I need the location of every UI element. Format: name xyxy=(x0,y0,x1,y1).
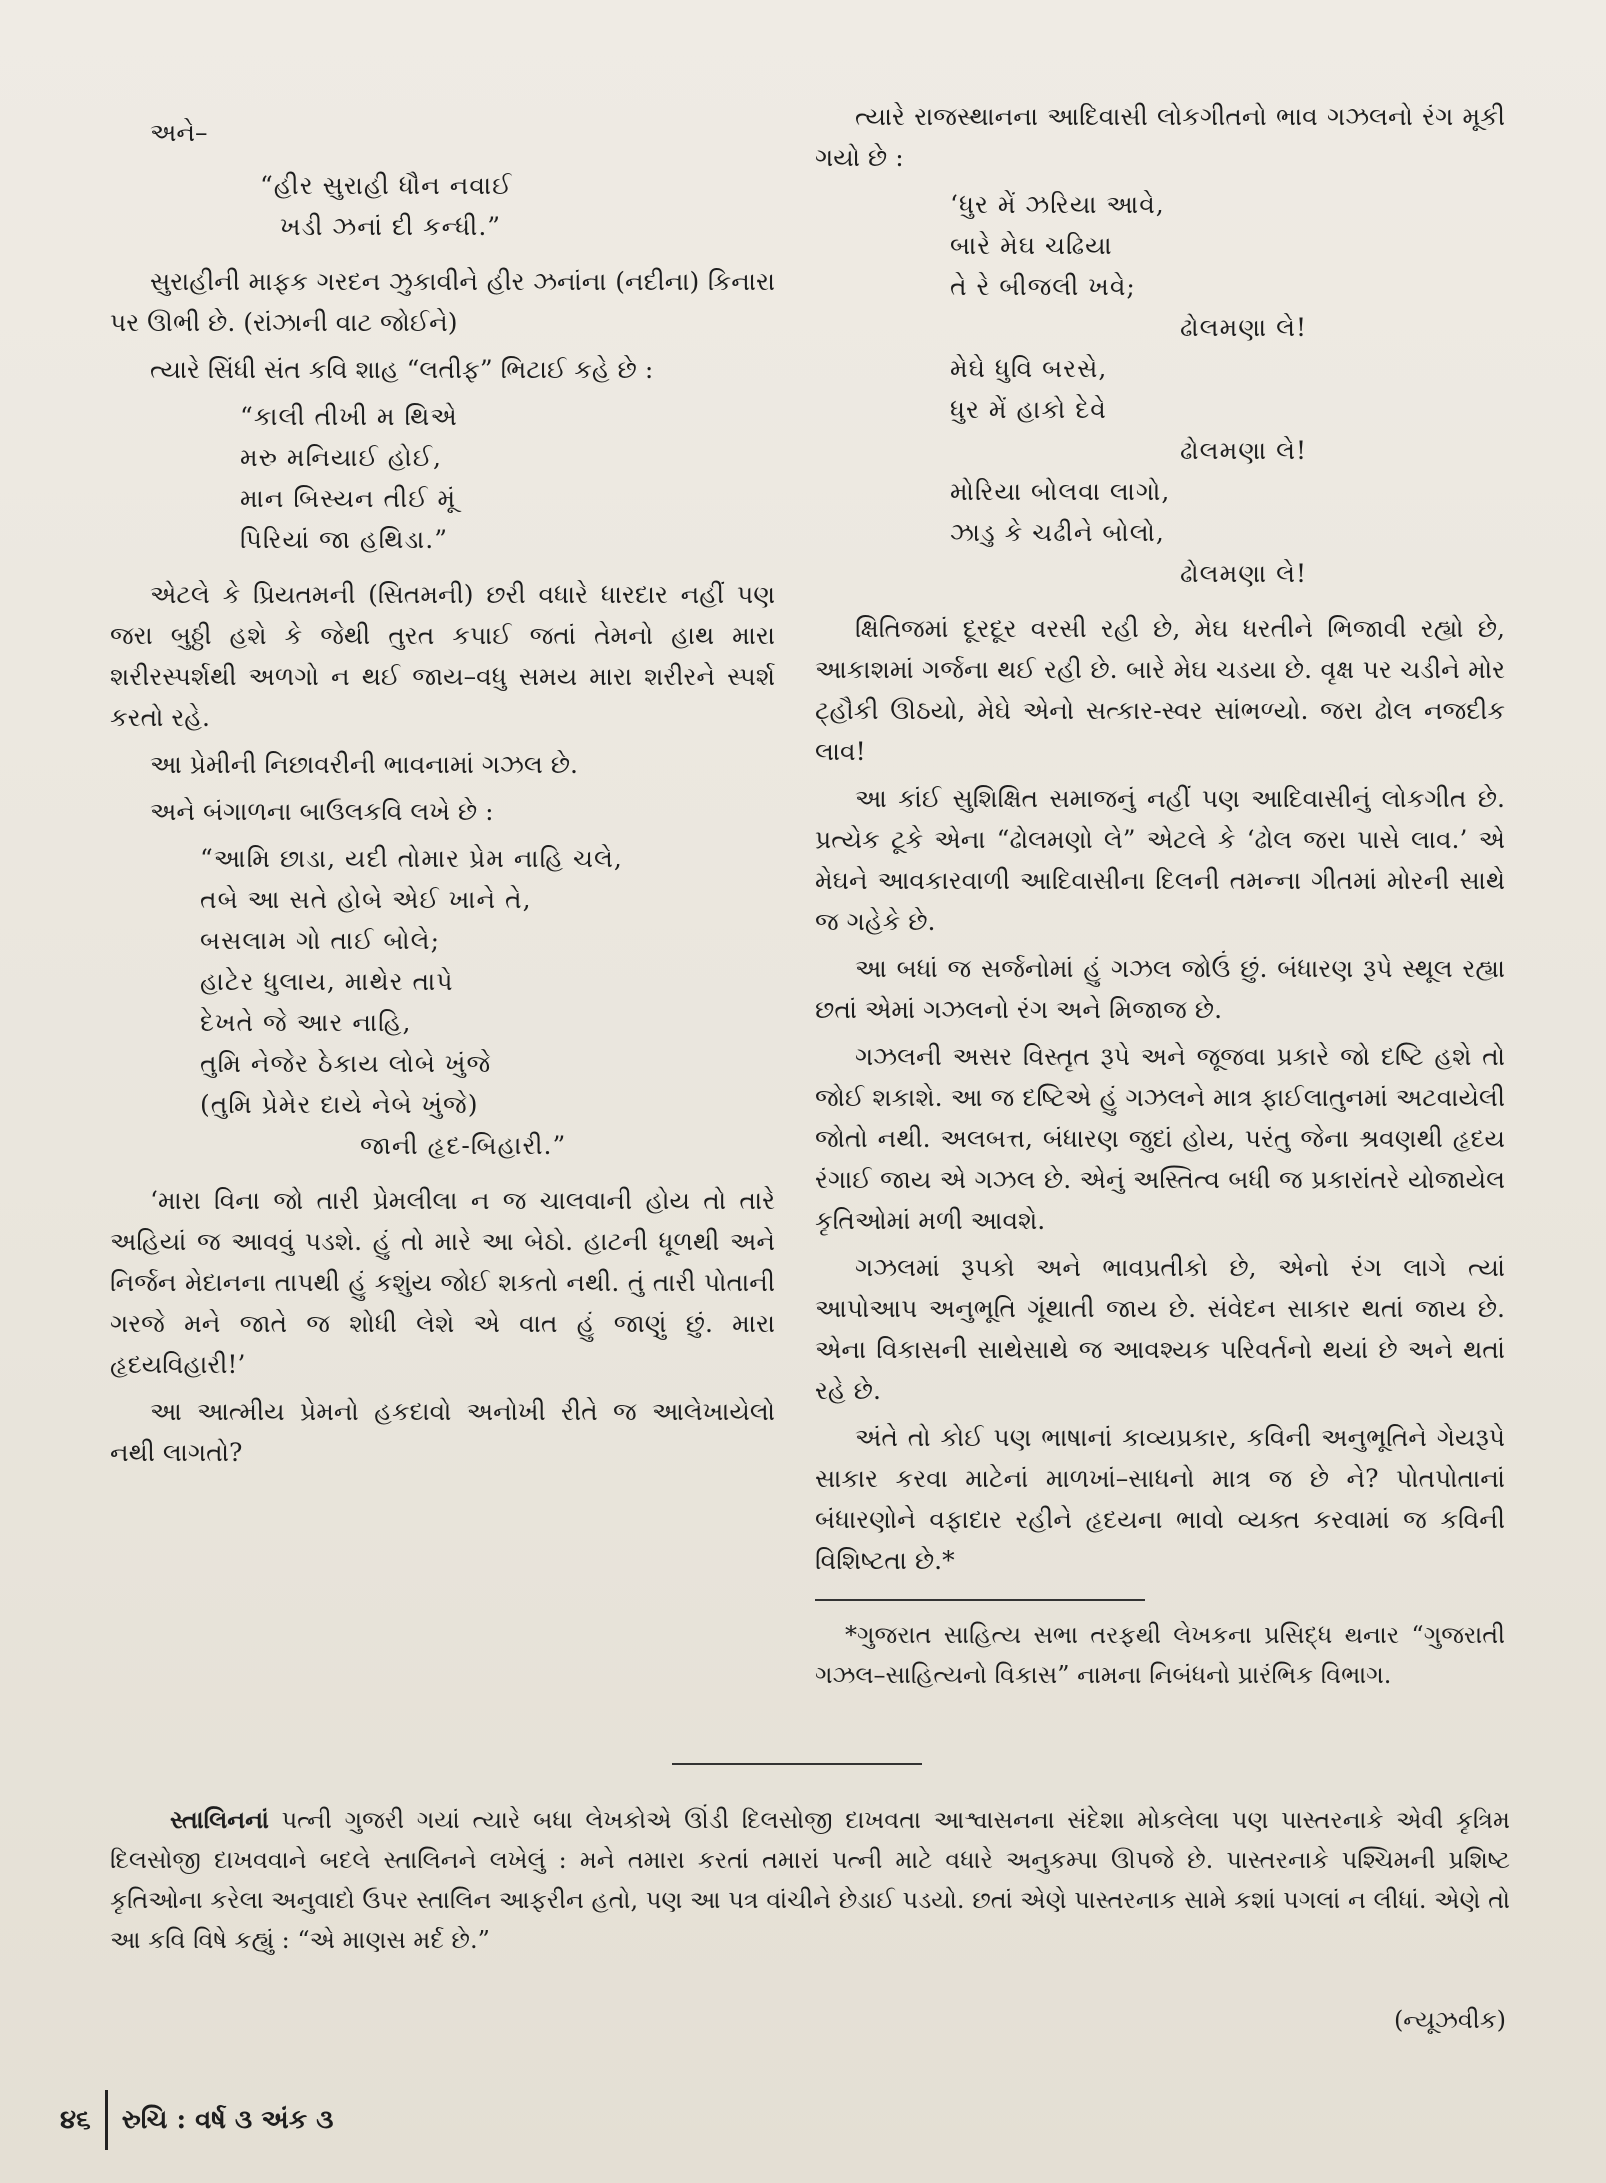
verse-line: મેઘે ધુવિ બરસે, xyxy=(950,354,1108,383)
paragraph-ane-bangal: અને બંગાળના બાઉલકવિ લખે છે : xyxy=(150,797,494,826)
verse-line: ધુર મેં હાકો દેવે xyxy=(950,395,1107,424)
footnote: *ગુજરાત સાહિત્ય સભા તરફથી લેખકના પ્રસિદ્ધ થનાર “ગુજરાતી ગઝલ–સાહિત્યનો વિકાસ” નામના નિબંધનો પ્રારંભિક વિભાગ. xyxy=(815,1621,1505,1689)
section-divider xyxy=(672,1763,922,1765)
footer-divider xyxy=(105,2090,108,2150)
verse-line: ખડી ઝનાં દી કન્ધી.” xyxy=(280,212,502,241)
paragraph-aa-premi: આ પ્રેમીની નિછાવરીની ભાવનામાં ગઝલ છે. xyxy=(150,750,578,779)
bottom-anecdote xyxy=(110,1800,1510,1960)
verse-line: “આમિ છાડા, યદી તોમાર પ્રેમ નાહિ ચલે, xyxy=(200,844,623,873)
verse-line: પિરિયાં જા હથિડા.” xyxy=(240,525,449,554)
paragraph-aa-badha: આ બધાં જ સર્જનોમાં હું ગઝલ જોઉં છું. બંધારણ રૂપે સ્થૂલ રહ્યા છતાં એમાં ગઝલનો રંગ અને મિજાજ છે. xyxy=(815,954,1505,1024)
verse-line: ‘ધુર મેં ઝરિયા આવે, xyxy=(950,190,1165,219)
paragraph-tyare-sindhi: ત્યારે સિંધી સંત કવિ શાહ “લતીફ” ભિટાઈ કહે છે : xyxy=(150,355,654,384)
verse-line: (તુમિ પ્રેમેર દાયે નેબે ખુંજે) xyxy=(200,1090,479,1119)
verse-line: ઢોલમણા લે! xyxy=(1180,313,1308,342)
paragraph-ante: અંતે તો કોઈ પણ ભાષાનાં કાવ્યપ્રકાર, કવિની અનુભૂતિને ગેયરૂપે સાકાર કરવા માટેનાં માળખાં–સાધનો માત્ર જ છે ને? પોતપોતાનાં બંધારણોને વફાદાર રહીને હૃદયના ભાવો વ્યક્ત કરવામાં જ કવિની વિશિષ્ટતા છે.* xyxy=(815,1423,1505,1575)
verse-line: બારે મેઘ ચઢિયા xyxy=(950,231,1113,260)
verse-line: તબે આ સતે હોબે એઈ ખાને તે, xyxy=(200,885,532,914)
paragraph-gazalni-asar: ગઝલની અસર વિસ્તૃત રૂપે અને જૂજવા પ્રકારે જો દષ્ટિ હશે તો જોઈ શકાશે. આ જ દષ્ટિએ હું ગઝલને માત્ર ફાઈલાતુનમાં અટવાયેલી જોતો નથી. અલબત્ત, બંધારણ જુદાં હોય, પરંતુ જેના શ્રવણથી હૃદય રંગાઈ જાય એ ગઝલ છે. એનું અસ્તિત્વ બધી જ પ્રકારાંતરે યોજાયેલ કૃતિઓમાં મળી આવશે. xyxy=(815,1042,1505,1235)
journal-issue: રુચિ : વર્ષ ૩ અંક ૩ xyxy=(121,2105,334,2135)
paragraph-mara-vina: ‘મારા વિના જો તારી પ્રેમલીલા ન જ ચાલવાની હોય તો તારે અહિયાં જ આવવું પડશે. હું તો મારે આ બેઠો. હાટની ધૂળથી અને નિર્જન મેદાનના તાપથી હું કશુંય જોઈ શકતો નથી. તું તારી પોતાની ગરજે મને જાતે જ શોધી લેશે એ વાત હું જાણું છું. મારા હૃદયવિહારી!’ xyxy=(110,1186,775,1379)
verse-line: મરુ મનિયાઈ હોઈ, xyxy=(240,443,442,472)
verse-line: હાટેર ધુલાય, માથેર તાપે xyxy=(200,967,454,996)
anecdote-text: પત્ની ગુજરી ગયાં ત્યારે બધા લેખકોએ ઊંડી દિલસોજી દાખવતા આશ્વાસનના સંદેશા મોકલેલા પણ પાસ્તરનાકે એવી કૃત્રિમ દિલસોજી દાખવવાને બદલે સ્તાલિનને લખેલું : મને તમારા કરતાં તમારાં પત્ની માટે વધારે અનુકમ્પા ઊપજે છે. પાસ્તરનાકે પશ્ચિમની પ્રશિષ્ટ કૃતિઓના કરેલા અનુવાદો ઉપર સ્તાલિન આફરીન હતો, પણ આ પત્ર વાંચીને છેડાઈ પડયો. છતાં એણે પાસ્તરનાક સામે કશાં પગલાં ન લીધાં. એણે તો આ કવિ વિષે કહ્યું : “એ માણસ મર્દ છે.” xyxy=(110,1806,1510,1954)
verse-line: ઝાડુ કે ચઢીને બોલો, xyxy=(950,518,1165,547)
verse-line: તુમિ નેજેર ઠેકાય લોબે ખુંજે xyxy=(200,1049,492,1078)
verse-line: “હીર સુરાહી ધૌન નવાઈ xyxy=(260,171,513,200)
verse-heer xyxy=(110,165,775,247)
paragraph-aa-kai: આ કાંઈ સુશિક્ષિત સમાજનું નહીં પણ આદિવાસીનું લોકગીત છે. પ્રત્યેક ટૂકે એના “ઢોલમણો લે” એટલે કે ‘ઢોલ જરા પાસે લાવ.’ એ મેઘને આવકારવાળી આદિવાસીના દિલની તમન્ના ગીતમાં મોરની સાથે જ ગહેકે છે. xyxy=(815,784,1505,936)
anecdote-lead: સ્તાલિનનાં xyxy=(170,1805,269,1834)
verse-line: દેખતે જે આર નાહિ, xyxy=(200,1008,412,1037)
right-column xyxy=(815,96,1505,1701)
paragraph-aa-atmiya: આ આત્મીય પ્રેમનો હકદાવો અનોખી રીતે જ આલેખાયેલો નથી લાગતો? xyxy=(110,1397,775,1467)
verse-line: જાની હૃદ-બિહારી.” xyxy=(360,1131,567,1160)
left-column xyxy=(110,108,775,1479)
paragraph-surahi: સુરાહીની માફક ગરદન ઝુકાવીને હીર ઝનાંના (નદીના) કિનારા પર ઊભી છે. (રાંઝાની વાટ જોઈને) xyxy=(110,267,775,337)
verse-baul xyxy=(110,838,775,1166)
verse-latif xyxy=(110,396,775,560)
paragraph-tyare-rajasthan: ત્યારે રાજસ્થાનના આદિવાસી લોકગીતનો ભાવ ગઝલનો રંગ મૂકી ગયો છે : xyxy=(815,102,1505,172)
paragraph-kshitij: ક્ષિતિજમાં દૂરદૂર વરસી રહી છે, મેઘ ધરતીને ભિજાવી રહ્યો છે, આકાશમાં ગર્જના થઈ રહી છે. બારે મેઘ ચડયા છે. વૃક્ષ પર ચડીને મોર ટ્હૌકી ઊઠયો, મેઘે એનો સત્કાર-સ્વર સાંભળ્યો. જરા ઢોલ નજદીક લાવ! xyxy=(815,614,1505,766)
verse-line: તે રે બીજલી ખવે; xyxy=(950,272,1136,301)
paragraph-etle: એટલે કે પ્રિયતમની (સિતમની) છરી વધારે ધારદાર નહીં પણ જરા બુઠ્ઠી હશે કે જેથી તુરત કપાઈ જતાં તેમનો હાથ મારા શરીરસ્પર્શથી અળગો ન થઈ જાય–વધુ સમય મારા શરીરને સ્પર્શ કરતો રહે. xyxy=(110,580,775,732)
page-footer xyxy=(60,2090,333,2150)
verse-line: “કાલી તીખી મ થિએ xyxy=(240,402,458,431)
source-credit: (ન્યૂઝવીક) xyxy=(1393,2006,1506,2034)
paragraph-gazalma: ગઝલમાં રૂપકો અને ભાવપ્રતીકો છે, એનો રંગ લાગે ત્યાં આપોઆપ અનુભૂતિ ગૂંથાતી જાય છે. સંવેદન સાકાર થતાં જાય છે. એના વિકાસની સાથેસાથે જ આવશ્યક પરિવર્તનો થયાં છે અને થતાં રહે છે. xyxy=(815,1253,1505,1405)
anecdote-paragraph xyxy=(110,1800,1510,1960)
verse-line: ઢોલમણા લે! xyxy=(1180,559,1308,588)
verse-line: માન બિસ્યન તીઈ મૂં xyxy=(240,484,457,513)
label-ane: અને– xyxy=(150,118,208,147)
verse-line: મોરિયા બોલવા લાગો, xyxy=(950,477,1171,506)
verse-dholmana xyxy=(815,184,1505,594)
verse-line: ઢોલમણા લે! xyxy=(1180,436,1308,465)
footnote-divider xyxy=(815,1599,1145,1601)
verse-line: બસલામ ગો તાઈ બોલે; xyxy=(200,926,440,955)
page-number: ૪૬ xyxy=(60,2105,91,2135)
